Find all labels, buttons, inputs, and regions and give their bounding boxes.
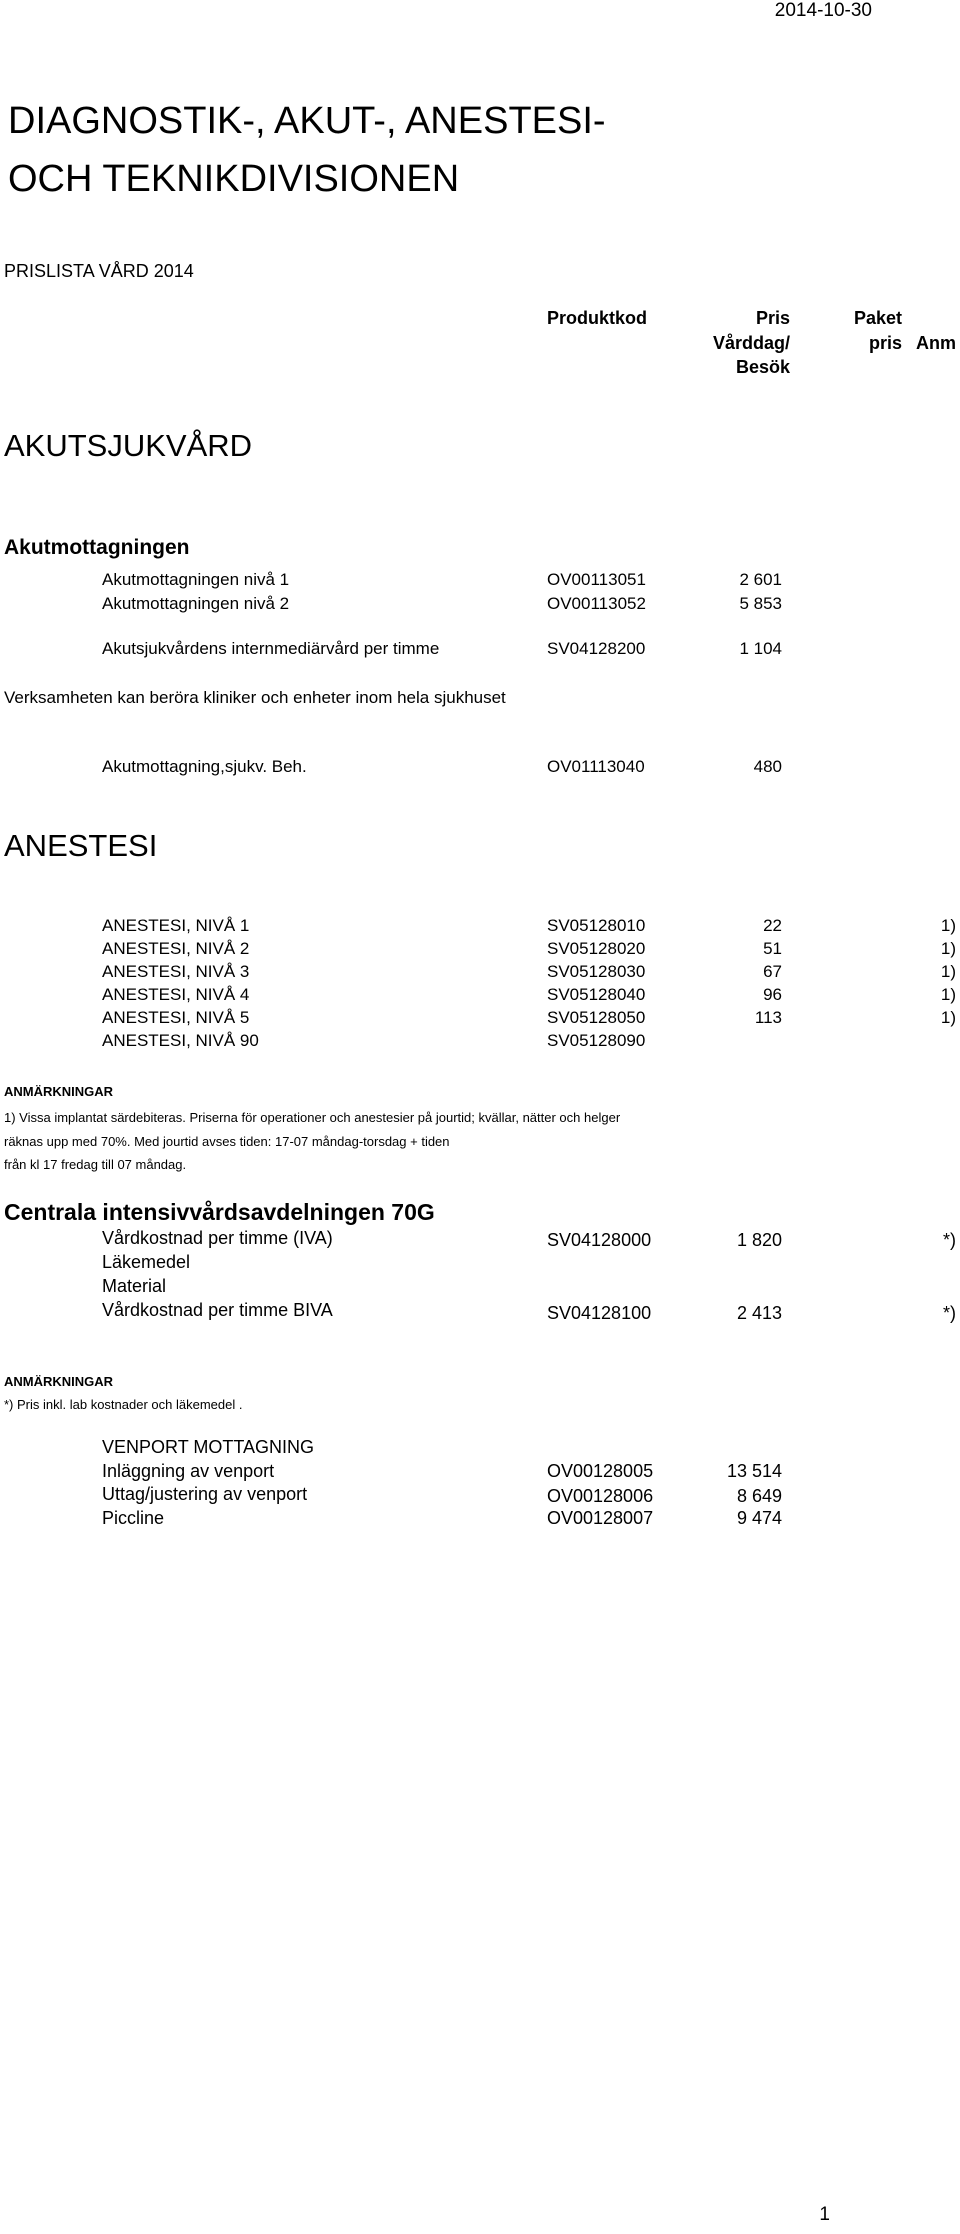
table-row-anm: 1) bbox=[940, 939, 956, 958]
table-row-name: ANESTESI, NIVÅ 4 bbox=[102, 985, 250, 1004]
table-row-anm: 1) bbox=[940, 1008, 956, 1027]
table-row-name: ANESTESI, NIVÅ 2 bbox=[102, 939, 250, 958]
section-note: Verksamheten kan beröra kliniker och enheter inom hela sjukhuset bbox=[4, 688, 506, 707]
table-row-code: OV00128005 bbox=[547, 1461, 654, 1481]
note-line: *) Pris inkl. lab kostnader och läkemedel . bbox=[4, 1397, 243, 1412]
section-heading-akutsjukvard: AKUTSJUKVÅRD bbox=[4, 428, 253, 463]
table-row-price: 113 bbox=[754, 1008, 782, 1027]
table-row-code: SV05128010 bbox=[547, 916, 646, 935]
table-row-price: 96 bbox=[763, 985, 782, 1004]
column-header-paket: Paket bbox=[853, 308, 902, 328]
subsection-heading-venport: VENPORT MOTTAGNING bbox=[102, 1437, 315, 1457]
table-row-code: SV04128000 bbox=[547, 1230, 652, 1250]
table-row-anm: *) bbox=[943, 1230, 956, 1250]
table-row-name: Vårdkostnad per timme (IVA) bbox=[102, 1228, 333, 1248]
table-row-code: OV00128007 bbox=[547, 1508, 654, 1528]
note-line: räknas upp med 70%. Med jourtid avses tiden: 17-07 måndag-torsdag + tiden bbox=[4, 1134, 450, 1149]
table-row-anm: 1) bbox=[940, 985, 956, 1004]
table-row-name: Vårdkostnad per timme BIVA bbox=[102, 1300, 333, 1320]
table-row-name: Piccline bbox=[102, 1508, 165, 1528]
table-row-anm: *) bbox=[943, 1303, 956, 1323]
page-title-line-2: OCH TEKNIKDIVISIONEN bbox=[8, 158, 460, 200]
table-row-code: OV00113052 bbox=[547, 594, 646, 613]
column-header-anm: Anm bbox=[916, 333, 956, 353]
table-row-code: OV00113051 bbox=[547, 570, 646, 589]
subsection-heading-akutmottagningen: Akutmottagningen bbox=[4, 536, 190, 559]
table-row-code: SV05128090 bbox=[547, 1031, 646, 1050]
column-header-paket-pris: pris bbox=[868, 333, 902, 353]
table-row-name: Akutmottagning,sjukv. Beh. bbox=[102, 757, 307, 776]
note-line: från kl 17 fredag till 07 måndag. bbox=[4, 1157, 187, 1172]
table-row-price: 480 bbox=[753, 757, 782, 776]
table-row-price: 67 bbox=[763, 962, 782, 981]
table-row-code: SV04128200 bbox=[547, 639, 646, 658]
table-row-name: Material bbox=[102, 1276, 167, 1296]
table-row-name: ANESTESI, NIVÅ 5 bbox=[102, 1008, 250, 1027]
subtitle: PRISLISTA VÅRD 2014 bbox=[4, 261, 194, 281]
table-row-price: 2 413 bbox=[736, 1303, 782, 1323]
table-row-code: SV04128100 bbox=[547, 1303, 652, 1323]
table-row-code: OV00128006 bbox=[547, 1486, 654, 1506]
table-row-code: SV05128020 bbox=[547, 939, 646, 958]
table-row-code: OV01113040 bbox=[547, 757, 645, 776]
column-header-produktkod: Produktkod bbox=[547, 308, 648, 328]
page-title-line-1: DIAGNOSTIK-, AKUT-, ANESTESI- bbox=[8, 100, 606, 142]
table-row-price: 9 474 bbox=[736, 1508, 782, 1528]
table-row-name: Inläggning av venport bbox=[102, 1461, 275, 1481]
note-line: 1) Vissa implantat särdebiteras. Priserna för operationer och anestesier på jourtid; kvällar, nätter och helger bbox=[4, 1110, 621, 1125]
table-row-code: SV05128040 bbox=[547, 985, 646, 1004]
table-row-price: 8 649 bbox=[736, 1486, 782, 1506]
table-row-price: 51 bbox=[763, 939, 782, 958]
table-row-name: Akutmottagningen nivå 1 bbox=[102, 570, 290, 589]
table-row-code: SV05128050 bbox=[547, 1008, 646, 1027]
notes-heading: ANMÄRKNINGAR bbox=[4, 1374, 114, 1389]
notes-heading: ANMÄRKNINGAR bbox=[4, 1084, 114, 1099]
document-date: 2014-10-30 bbox=[774, 0, 872, 21]
column-header-pris-besok: Besök bbox=[735, 357, 790, 377]
table-row-price: 5 853 bbox=[739, 594, 782, 613]
table-row-price: 2 601 bbox=[739, 570, 782, 589]
column-header-pris: Pris bbox=[755, 308, 790, 328]
table-row-anm: 1) bbox=[940, 916, 956, 935]
table-row-name: Läkemedel bbox=[102, 1252, 191, 1272]
table-row-name: Akutmottagningen nivå 2 bbox=[102, 594, 290, 613]
table-row-name: Uttag/justering av venport bbox=[102, 1484, 308, 1504]
table-row-name: Akutsjukvårdens internmediärvård per timme bbox=[102, 639, 440, 658]
table-row-anm: 1) bbox=[940, 962, 956, 981]
table-row-code: SV05128030 bbox=[547, 962, 646, 981]
table-row-price: 1 820 bbox=[736, 1230, 782, 1250]
section-heading-anestesi: ANESTESI bbox=[4, 828, 158, 863]
table-row-name: ANESTESI, NIVÅ 3 bbox=[102, 962, 250, 981]
page-number: 1 bbox=[819, 2204, 830, 2225]
table-row-price: 13 514 bbox=[726, 1461, 782, 1481]
section-heading-iva: Centrala intensivvårdsavdelningen 70G bbox=[4, 1199, 435, 1225]
column-header-pris-varddag: Vårddag/ bbox=[712, 333, 790, 353]
table-row-price: 1 104 bbox=[739, 639, 782, 658]
table-row-name: ANESTESI, NIVÅ 1 bbox=[102, 916, 250, 935]
table-row-price: 22 bbox=[763, 916, 782, 935]
table-row-name: ANESTESI, NIVÅ 90 bbox=[102, 1031, 259, 1050]
